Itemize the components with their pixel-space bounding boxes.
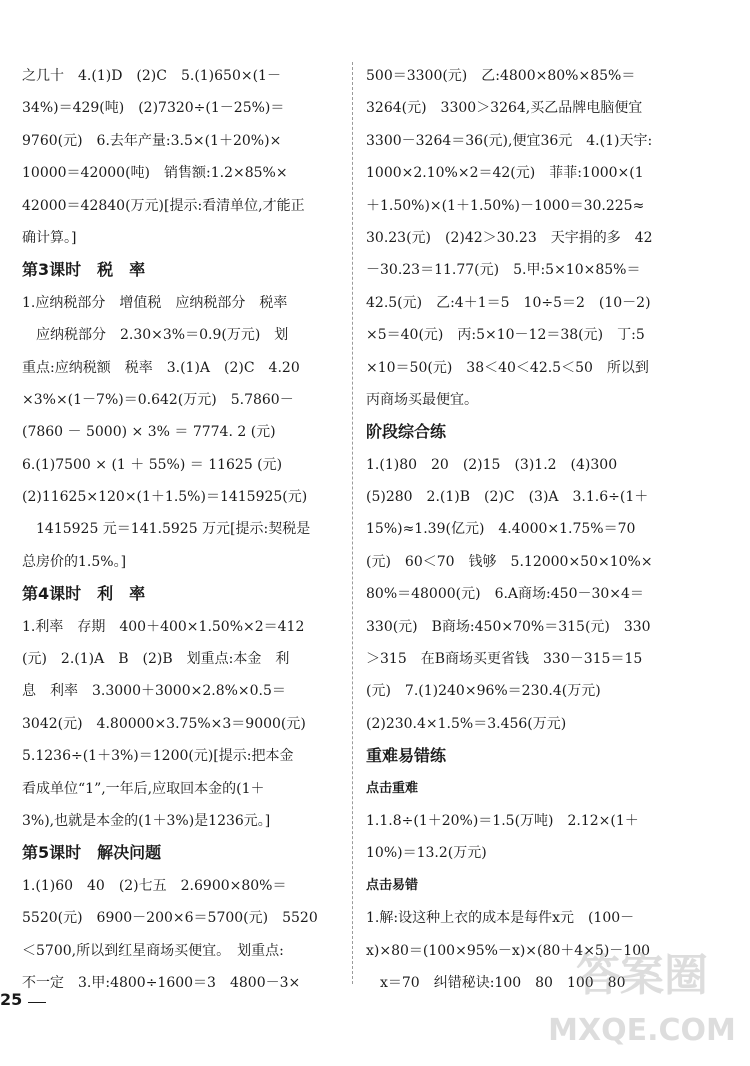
answer-line: 总房价的1.5%。] <box>22 553 127 570</box>
answer-line: 丙商场买最便宜。 <box>366 391 478 408</box>
section-heading: 第4课时 利 率 <box>22 584 146 604</box>
left-column <box>22 60 340 999</box>
answer-line: 1.1.8÷(1＋20%)＝1.5(万吨) 2.12×(1＋ <box>366 812 639 829</box>
answer-line: 1.(1)60 40 (2)七五 2.6900×80%＝ <box>22 877 287 894</box>
answer-line: ×5＝40(元) 丙:5×10－12＝38(元) 丁:5 <box>366 327 645 344</box>
answer-line: (2)230.4×1.5%＝3.456(万元) <box>366 715 567 732</box>
answer-line: 5520(元) 6900－200×6＝5700(元) 5520 <box>22 910 318 927</box>
answer-line: 确计算。] <box>22 229 77 246</box>
column-divider <box>352 62 353 984</box>
section-heading: 阶段综合练 <box>366 422 447 442</box>
answer-line: 之几十 4.(1)D (2)C 5.(1)650×(1－ <box>22 68 281 84</box>
answer-line: (元) 60＜70 钱够 5.12000×50×10%× <box>366 553 653 570</box>
answer-line: 9760(元) 6.去年产量:3.5×(1＋20%)× <box>22 132 282 149</box>
watermark-top-text: 答案圈 <box>576 950 708 1001</box>
section-heading: 第3课时 税 率 <box>22 260 146 280</box>
answer-line: ×10＝50(元) 38＜40＜42.5＜50 所以到 <box>366 359 649 376</box>
section-heading: 重难易错练 <box>366 746 447 766</box>
page-number-rule <box>28 1002 46 1003</box>
answer-line: 1.解:设这种上衣的成本是每件x元 (100－ <box>366 910 635 927</box>
answer-line: 10%)＝13.2(万元) <box>366 845 487 862</box>
answer-line: ＞315 在B商场买更省钱 330－315＝15 <box>366 651 643 668</box>
answer-line: 42000＝42840(万元)[提示:看清单位,才能正 <box>22 197 305 214</box>
watermark-bottom-text: MXQE.COM <box>548 1013 736 1048</box>
answer-line: 重点:应纳税额 税率 3.(1)A (2)C 4.20 <box>22 359 300 376</box>
subsection-heading: 点击重难 <box>366 780 419 796</box>
subsection-heading: 点击易错 <box>366 877 419 893</box>
answer-line: 6.(1)7500 × (1 ＋ 55%) ＝ 11625 (元) <box>22 456 283 473</box>
answer-line: 3%),也就是本金的(1＋3%)是1236元。] <box>22 812 271 829</box>
answer-line: x＝70 纠错秘诀:100 80 100 80 <box>380 974 626 991</box>
answer-line: 3042(元) 4.80000×3.75%×3＝9000(元) <box>22 715 306 732</box>
answer-line: 1415925 元＝141.5925 万元[提示:契税是 <box>36 521 311 538</box>
answer-line: 1000×2.10%×2＝42(元) 菲菲:1000×(1 <box>366 165 644 182</box>
answer-line: 500＝3300(元) 乙:4800×80%×85%＝ <box>366 68 636 84</box>
answer-line: 34%)＝429(吨) (2)7320÷(1－25%)＝ <box>22 100 285 117</box>
answer-line: ＋1.50%)×(1＋1.50%)－1000＝30.225≈ <box>366 197 645 214</box>
answer-line: ×3%×(1－7%)＝0.642(万元) 5.7860－ <box>22 391 294 408</box>
answer-line: (元) 2.(1)A B (2)B 划重点:本金 利 <box>22 651 290 668</box>
answer-line: (5)280 2.(1)B (2)C (3)A 3.1.6÷(1＋ <box>366 489 649 506</box>
page-number: 25 <box>0 990 23 1009</box>
answer-line: 80%＝48000(元) 6.A商场:450－30×4＝ <box>366 586 644 603</box>
answer-line: 30.23(元) (2)42＞30.23 天宇捐的多 42 <box>366 229 653 246</box>
answer-line: 10000＝42000(吨) 销售额:1.2×85%× <box>22 165 288 182</box>
answer-line: (元) 7.(1)240×96%＝230.4(万元) <box>366 683 601 700</box>
answer-line: 3300－3264＝36(元),便宜36元 4.(1)天宇: <box>366 132 653 149</box>
answer-line: 330(元) B商场:450×70%＝315(元) 330 <box>366 618 651 635</box>
section-heading: 第5课时 解决问题 <box>22 843 162 863</box>
answer-line: 3264(元) 3300＞3264,买乙品牌电脑便宜 <box>366 100 643 117</box>
answer-line: 看成单位“1”,一年后,应取回本金的(1＋ <box>22 780 265 797</box>
answer-line: (7860 － 5000) × 3% ＝ 7774. 2 (元) <box>22 424 276 441</box>
watermark-logo <box>542 932 742 1052</box>
answer-line: ＜5700,所以到红星商场买便宜。 划重点: <box>22 942 284 959</box>
answer-line: 5.1236÷(1＋3%)＝1200(元)[提示:把本金 <box>22 748 294 765</box>
answer-line: 1.利率 存期 400＋400×1.50%×2＝412 <box>22 618 305 635</box>
answer-line: x)×80＝(100×95%－x)×(80＋4×5)－100 <box>366 942 651 959</box>
answer-line: 1.应纳税部分 增值税 应纳税部分 税率 <box>22 294 288 311</box>
answer-line: (2)11625×120×(1＋1.5%)＝1415925(元) <box>22 489 308 506</box>
answer-line: 应纳税部分 2.30×3%＝0.9(万元) 划 <box>36 327 289 344</box>
answer-line: 1.(1)80 20 (2)15 (3)1.2 (4)300 <box>366 456 618 473</box>
answer-line: －30.23＝11.77(元) 5.甲:5×10×85%＝ <box>366 262 641 279</box>
answer-line: 不一定 3.甲:4800÷1600＝3 4800－3× <box>22 974 301 991</box>
answer-line: 15%)≈1.39(亿元) 4.4000×1.75%＝70 <box>366 521 636 538</box>
right-column <box>366 60 686 999</box>
answer-line: 42.5(元) 乙:4＋1＝5 10÷5＝2 (10－2) <box>366 294 651 311</box>
answer-line: 息 利率 3.3000＋3000×2.8%×0.5＝ <box>22 683 286 700</box>
